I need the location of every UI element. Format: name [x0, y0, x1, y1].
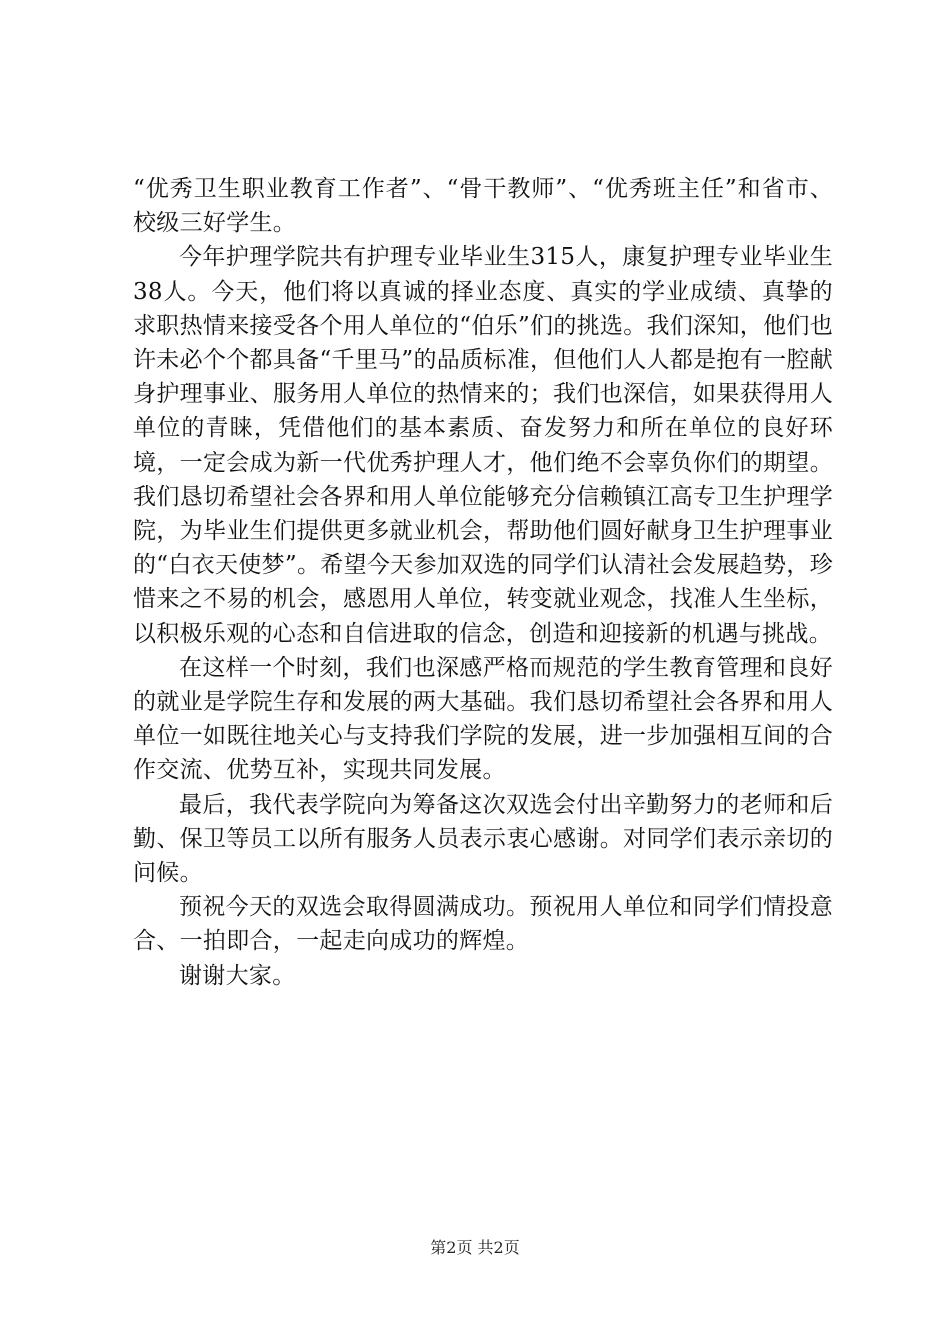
- paragraph-2: 今年护理学院共有护理专业毕业生315人，康复护理专业毕业生38人。今天，他们将以真诚的择业态度、真实的学业成绩、真挚的求职热情来接受各个用人单位的“伯乐”们的挑选。我们深知，他们也许未必个个都具备“千里马”的品质标准，但他们人人都是抱有一腔献身护理事业、服务用人单位的热情来的；我们也深信，如果获得用人单位的青睐，凭借他们的基本素质、奋发努力和所在单位的良好环境，一定会成为新一代优秀护理人才，他们绝不会辜负你们的期望。我们恳切希望社会各界和用人单位能够充分信赖镇江高专卫生护理学院，为毕业生们提供更多就业机会，帮助他们圆好献身卫生护理事业的“白衣天使梦”。希望今天参加双选的同学们认清社会发展趋势，珍惜来之不易的机会，感恩用人单位，转变就业观念，找准人生坐标，以积极乐观的心态和自信进取的信念，创造和迎接新的机遇与挑战。: [133, 244, 833, 647]
- paragraph-5: 预祝今天的双选会取得圆满成功。预祝用人单位和同学们情投意合、一拍即合，一起走向成功的辉煌。: [133, 894, 833, 955]
- page-number-footer: 第2页 共2页: [430, 1238, 520, 1257]
- paragraph-4: 最后，我代表学院向为筹备这次双选会付出辛勤努力的老师和后勤、保卫等员工以所有服务人员表示衷心感谢。对同学们表示亲切的问候。: [133, 791, 833, 887]
- paragraph-3: 在这样一个时刻，我们也深感严格而规范的学生教育管理和良好的就业是学院生存和发展的两大基础。我们恳切希望社会各界和用人单位一如既往地关心与支持我们学院的发展，进一步加强相互间的合作交流、优势互补，实现共同发展。: [133, 654, 833, 784]
- document-body: [133, 172, 833, 993]
- paragraph-6: 谢谢大家。: [179, 962, 296, 989]
- paragraph-1: “优秀卫生职业教育工作者”、“骨干教师”、“优秀班主任”和省市、校级三好学生。: [133, 176, 833, 237]
